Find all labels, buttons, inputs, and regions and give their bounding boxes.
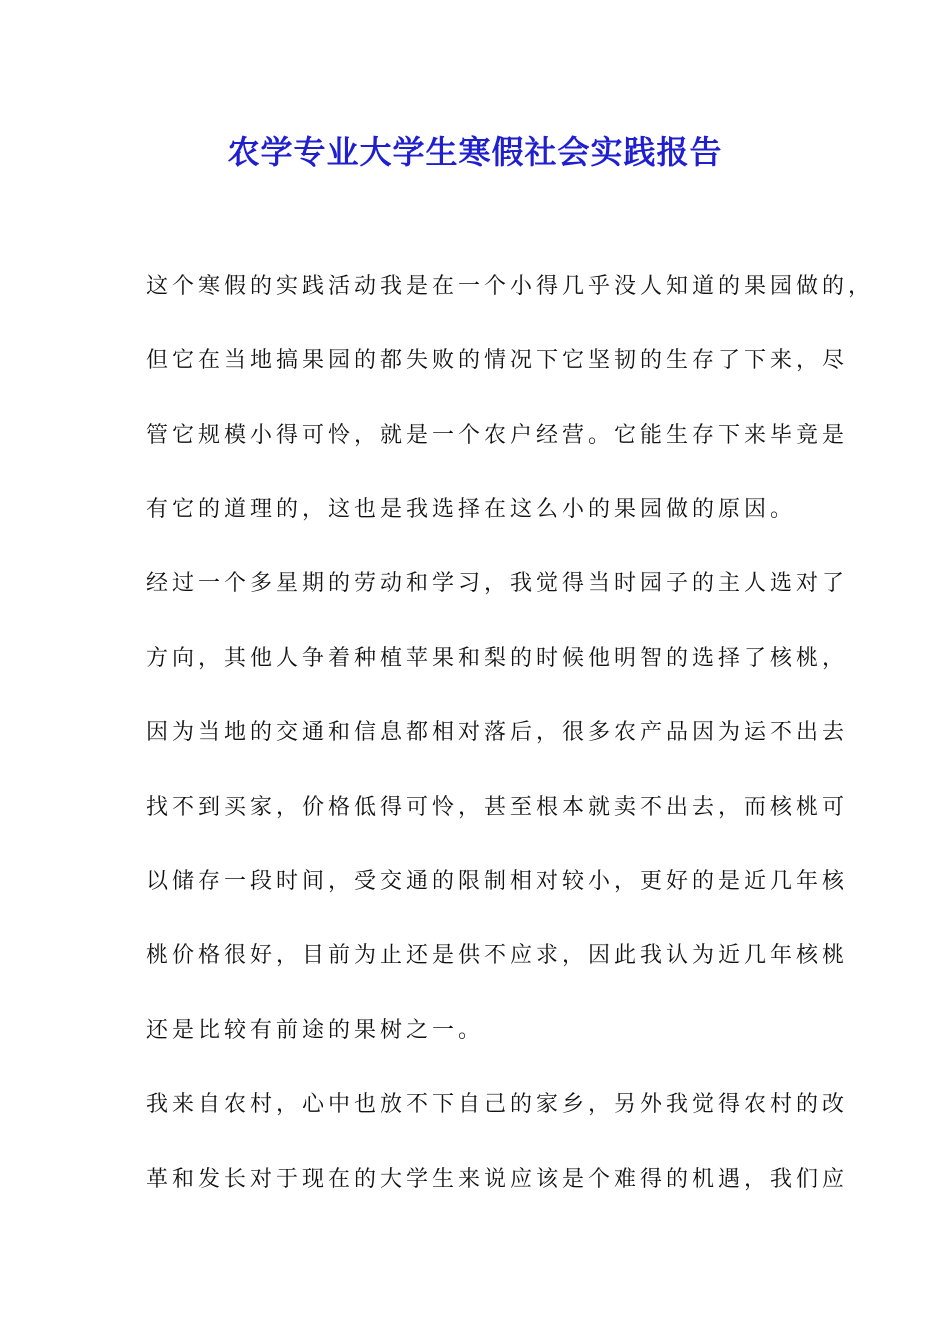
body-line: 我来自农村，心中也放不下自己的家乡，另外我觉得农村的改 — [146, 1092, 849, 1117]
body-line: 但它在当地搞果园的都失败的情况下它坚韧的生存了下来，尽 — [146, 348, 849, 373]
body-line: 有它的道理的，这也是我选择在这么小的果园做的原因。 — [146, 497, 797, 522]
body-line: 方向，其他人争着种植苹果和梨的时候他明智的选择了核桃， — [146, 646, 849, 671]
body-line: 以储存一段时间，受交通的限制相对较小，更好的是近几年核 — [146, 869, 849, 894]
body-line: 因为当地的交通和信息都相对落后，很多农产品因为运不出去 — [146, 720, 849, 745]
body-line: 革和发长对于现在的大学生来说应该是个难得的机遇，我们应 — [146, 1167, 849, 1192]
body-line: 找不到买家，价格低得可怜，甚至根本就卖不出去，而核桃可 — [146, 795, 849, 820]
body-line: 还是比较有前途的果树之一。 — [146, 1018, 485, 1043]
body-line: 这个寒假的实践活动我是在一个小得几乎没人知道的果园做的， — [146, 274, 875, 299]
body-line: 管它规模小得可怜，就是一个农户经营。它能生存下来毕竟是 — [146, 423, 849, 448]
body-line: 桃价格很好，目前为止还是供不应求，因此我认为近几年核桃 — [146, 943, 849, 968]
document-title: 农学专业大学生寒假社会实践报告 — [227, 133, 723, 171]
body-line: 经过一个多星期的劳动和学习，我觉得当时园子的主人选对了 — [146, 571, 849, 596]
